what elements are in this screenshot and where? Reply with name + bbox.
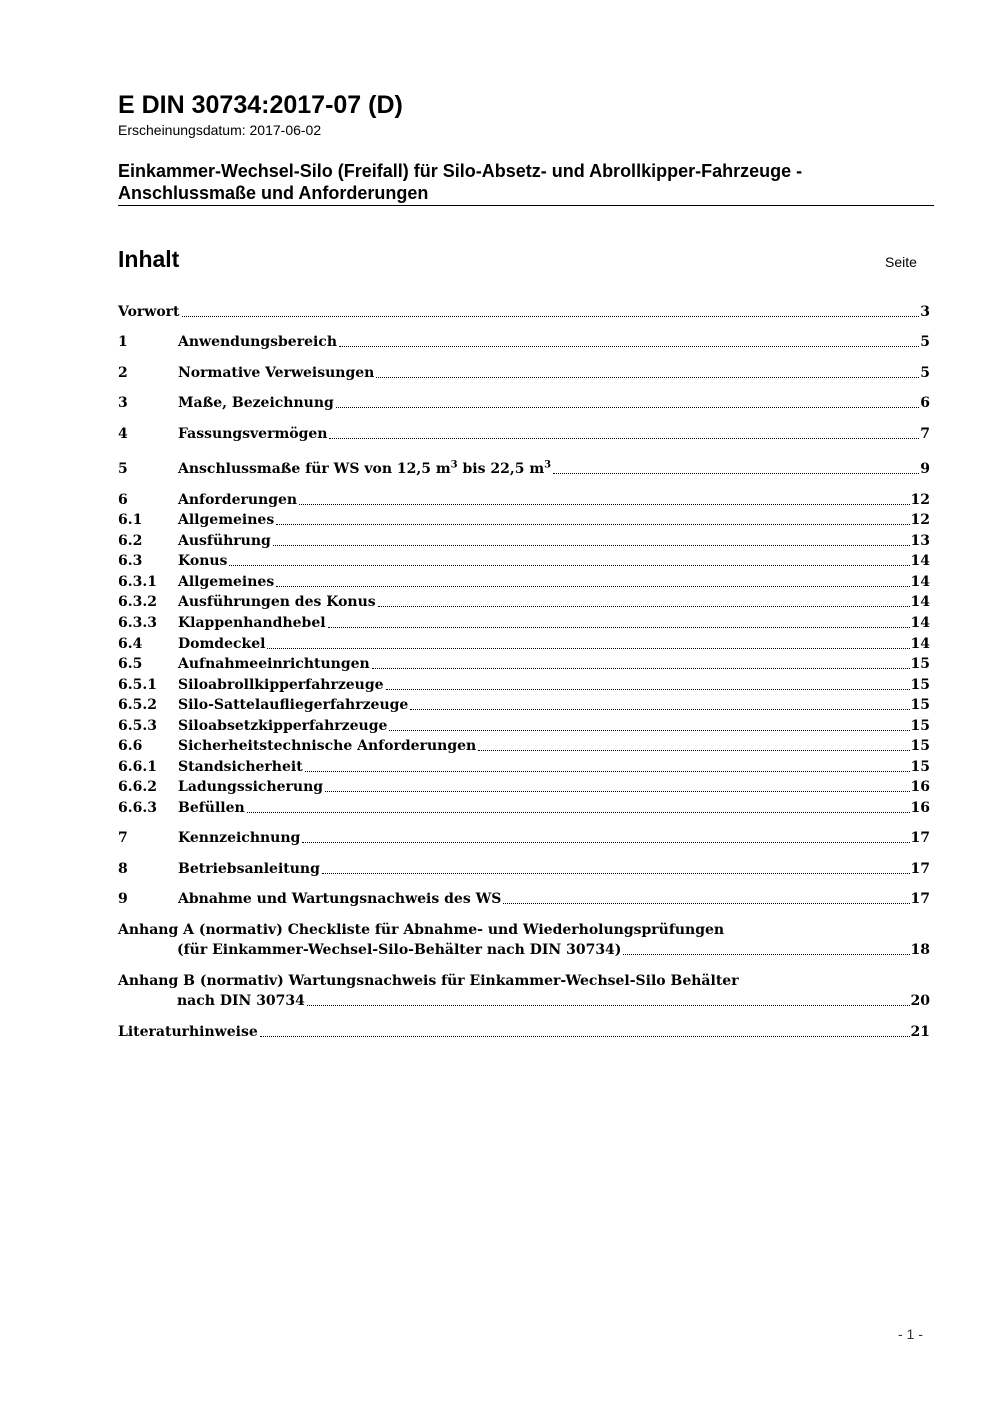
toc-entry-9[interactable]: [118, 889, 930, 909]
toc-entry-6-5-2[interactable]: [118, 695, 930, 715]
leader-dots: [276, 572, 909, 587]
leader-dots: [322, 859, 910, 874]
toc-entry-page: 14: [910, 615, 930, 631]
leader-dots: [329, 424, 919, 439]
toc-entry-page: 18: [910, 942, 930, 958]
toc-entry-title: Befüllen: [178, 800, 245, 816]
toc-entry-page: 15: [910, 738, 930, 754]
leader-dots: [410, 695, 909, 710]
toc-entry-title: Abnahme und Wartungsnachweis des WS: [178, 891, 502, 907]
toc-entry-title: Klappenhandhebel: [178, 615, 326, 631]
toc-entry-page: 15: [910, 718, 930, 734]
toc-entry-number: 6.5: [118, 656, 143, 672]
toc-entry-number: 6.3: [118, 553, 143, 569]
toc-entry-number: 6.6.2: [118, 779, 157, 795]
toc-entry-page: 12: [910, 512, 930, 528]
leader-dots: [378, 592, 910, 607]
toc-entry-6-2[interactable]: [118, 531, 930, 551]
toc-entry-bibliography[interactable]: [118, 1022, 930, 1042]
document-title-line-2: Anschlussmaße und Anforderungen: [118, 183, 429, 203]
toc-entry-page: 3: [920, 304, 930, 320]
toc-entry-5[interactable]: [118, 459, 930, 479]
toc-entry-6-3-2[interactable]: [118, 592, 930, 612]
toc-entry-title: Normative Verweisungen: [178, 365, 375, 381]
leader-dots: [299, 490, 909, 505]
leader-dots: [273, 531, 910, 546]
toc-entry-title: Siloabsetzkipperfahrzeuge: [178, 718, 388, 734]
leader-dots: [305, 757, 910, 772]
toc-entry-number: 9: [118, 891, 128, 907]
leader-dots: [389, 716, 909, 731]
toc-entry-page: 16: [910, 779, 930, 795]
toc-entry-title: Konus: [178, 553, 228, 569]
toc-entry-title: Aufnahmeeinrichtungen: [178, 656, 370, 672]
leader-dots: [553, 459, 919, 474]
toc-entry-page: 7: [920, 426, 930, 442]
annex-title-line-2-row: [118, 991, 930, 1011]
toc-entry-number: 2: [118, 365, 128, 381]
superscript: 3: [544, 459, 552, 471]
toc-entry-7[interactable]: [118, 828, 930, 848]
annex-title-line-1: Anhang A (normativ) Checkliste für Abnahme- und Wiederholungsprüfungen: [118, 922, 725, 938]
toc-entry-6-5-3[interactable]: [118, 716, 930, 736]
toc-entry-title: Allgemeines: [178, 574, 275, 590]
page-number: - 1 -: [898, 1326, 923, 1342]
toc-entry-number: 6.6.1: [118, 759, 157, 775]
toc-entry-6-5[interactable]: [118, 654, 930, 674]
toc-entry-page: 17: [910, 891, 930, 907]
toc-entry-page: 9: [920, 461, 930, 477]
leader-dots: [267, 634, 909, 649]
document-title-line-1: Einkammer-Wechsel-Silo (Freifall) für Silo-Absetz- und Abrollkipper-Fahrzeuge -: [118, 161, 803, 181]
toc-entry-title: Anwendungsbereich: [178, 334, 337, 350]
toc-entry-page: 5: [920, 334, 930, 350]
toc-entry-number: 6.5.2: [118, 697, 157, 713]
toc-entry-title: Siloabrollkipperfahrzeuge: [178, 677, 384, 693]
document-id: E DIN 30734:2017-07 (D): [118, 91, 403, 119]
toc-entry-page: 15: [910, 759, 930, 775]
toc-entry-6-3-1[interactable]: [118, 572, 930, 592]
leader-dots: [376, 363, 919, 378]
leader-dots: [302, 828, 909, 843]
toc-entry-2[interactable]: [118, 363, 930, 383]
annex-title-line-2: (für Einkammer-Wechsel-Silo-Behälter nach DIN 30734): [177, 942, 622, 958]
annex-title-line-2: nach DIN 30734: [177, 993, 305, 1009]
toc-entry-number: 6.2: [118, 533, 143, 549]
toc-entry-page: 17: [910, 861, 930, 877]
leader-dots: [386, 675, 910, 690]
toc-entry-title: Maße, Bezeichnung: [178, 395, 334, 411]
toc-entry-page: 14: [910, 594, 930, 610]
toc-entry-6-4[interactable]: [118, 634, 930, 654]
toc-entry-page: 12: [910, 492, 930, 508]
leader-dots: [260, 1022, 910, 1037]
toc-entry-number: 4: [118, 426, 128, 442]
toc-entry-6-1[interactable]: [118, 510, 930, 530]
leader-dots: [247, 798, 910, 813]
annex-title-line-2-row: [118, 940, 930, 960]
toc-entry-6-6-2[interactable]: [118, 777, 930, 797]
toc-entry-annex-b[interactable]: [118, 971, 930, 1011]
toc-entry-title: Kennzeichnung: [178, 830, 301, 846]
toc-entry-title: Vorwort: [118, 304, 180, 320]
publication-date: Erscheinungsdatum: 2017-06-02: [118, 122, 322, 138]
toc-entry-title: Ausführungen des Konus: [178, 594, 376, 610]
toc-entry-page: 16: [910, 800, 930, 816]
leader-dots: [339, 332, 919, 347]
toc-entry-page: 15: [910, 656, 930, 672]
leader-dots: [325, 777, 909, 792]
toc-entry-number: 6.1: [118, 512, 143, 528]
leader-dots: [307, 991, 910, 1006]
leader-dots: [372, 654, 910, 669]
toc-entry-title: Silo-Sattelaufliegerfahrzeuge: [178, 697, 409, 713]
toc-entry-page: 21: [910, 1024, 930, 1040]
toc-entry-number: 1: [118, 334, 128, 350]
leader-dots: [336, 393, 919, 408]
toc-entry-6-6[interactable]: [118, 736, 930, 756]
toc-entry-title: [178, 459, 551, 479]
toc-entry-number: 6.5.3: [118, 718, 157, 734]
leader-dots: [623, 940, 909, 955]
toc-entry-3[interactable]: [118, 393, 930, 413]
toc-entry-page: 17: [910, 830, 930, 846]
toc-entry-6[interactable]: [118, 490, 930, 510]
toc-entry-title: Sicherheitstechnische Anforderungen: [178, 738, 477, 754]
toc-entry-title: Betriebsanleitung: [178, 861, 320, 877]
toc-entry-8[interactable]: [118, 859, 930, 879]
toc-entry-page: 14: [910, 553, 930, 569]
toc-entry-1[interactable]: [118, 332, 930, 352]
toc-entry-6-5-1[interactable]: [118, 675, 930, 695]
toc-entry-title-part: Anschlussmaße für WS von 12,5 m: [178, 461, 451, 477]
leader-dots: [328, 613, 910, 628]
toc-entry-title: Literaturhinweise: [118, 1024, 258, 1040]
annex-title-line-1: Anhang B (normativ) Wartungsnachweis für Einkammer-Wechsel-Silo Behälter: [118, 973, 739, 989]
toc-entry-number: 6.3.1: [118, 574, 157, 590]
toc-entry-number: 5: [118, 461, 128, 477]
toc-entry-number: 7: [118, 830, 128, 846]
page-column-label: Seite: [885, 254, 917, 270]
toc-entry-page: 20: [910, 993, 930, 1009]
toc-entry-number: 6: [118, 492, 128, 508]
toc-heading: Inhalt: [118, 246, 180, 272]
toc-entry-number: 6.4: [118, 636, 143, 652]
toc-entry-number: 3: [118, 395, 128, 411]
toc-entry-4[interactable]: [118, 424, 930, 444]
toc-entry-title-part: bis 22,5 m: [457, 461, 545, 477]
leader-dots: [503, 889, 909, 904]
toc-entry-title: Allgemeines: [178, 512, 275, 528]
toc-entry-page: 6: [920, 395, 930, 411]
toc-entry-number: 6.5.1: [118, 677, 157, 693]
toc-entry-page: 13: [910, 533, 930, 549]
toc-entry-6-3-3[interactable]: [118, 613, 930, 633]
leader-dots: [276, 510, 909, 525]
toc-entry-6-6-1[interactable]: [118, 757, 930, 777]
leader-dots: [182, 302, 920, 317]
toc-entry-vorwort[interactable]: [118, 302, 930, 322]
toc-entry-number: 8: [118, 861, 128, 877]
toc-entry-title: Fassungsvermögen: [178, 426, 328, 442]
toc-entry-number: 6.6.3: [118, 800, 157, 816]
superscript: 3: [450, 459, 458, 471]
toc-entry-page: 15: [910, 697, 930, 713]
toc-entry-page: 14: [910, 574, 930, 590]
toc-entry-annex-a[interactable]: [118, 920, 930, 960]
toc-entry-page: 5: [920, 365, 930, 381]
toc-entry-title: Ladungssicherung: [178, 779, 324, 795]
toc-entry-title: Anforderungen: [178, 492, 298, 508]
toc-entry-6-3[interactable]: [118, 551, 930, 571]
leader-dots: [478, 736, 909, 751]
leader-dots: [229, 551, 909, 566]
toc-entry-number: 6.3.2: [118, 594, 157, 610]
toc-entry-number: 6.6: [118, 738, 143, 754]
toc-entry-title: Domdeckel: [178, 636, 266, 652]
toc-entry-title: Ausführung: [178, 533, 271, 549]
toc-entry-6-6-3[interactable]: [118, 798, 930, 818]
toc-entry-page: 14: [910, 636, 930, 652]
toc-entry-page: 15: [910, 677, 930, 693]
toc-entry-title: Standsicherheit: [178, 759, 303, 775]
toc-entry-number: 6.3.3: [118, 615, 157, 631]
